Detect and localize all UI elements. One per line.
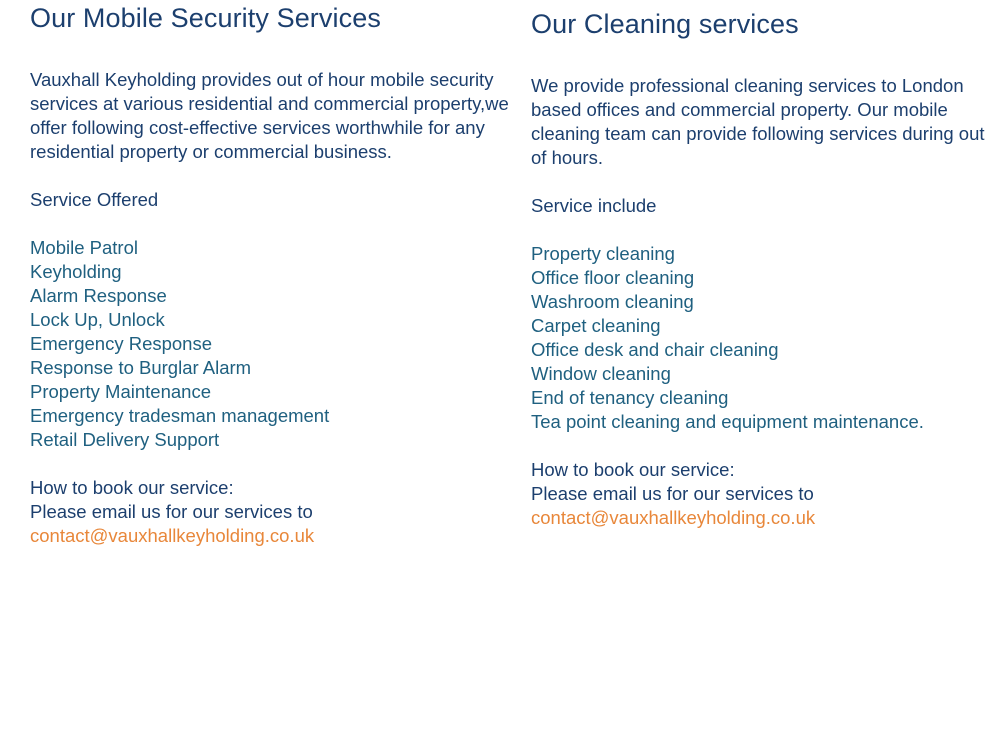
list-item: Washroom cleaning xyxy=(531,291,694,313)
list-item: Tea point cleaning and equipment maintenance. xyxy=(531,411,924,433)
cleaning-intro-paragraph: We provide professional cleaning services to London based offices and commercial property. Our mobile cleaning team can provide following services during out of hours. xyxy=(531,75,985,169)
list-item: Office floor cleaning xyxy=(531,267,695,289)
list-item: Mobile Patrol xyxy=(30,237,138,259)
list-item: Emergency Response xyxy=(30,333,213,355)
list-item: Emergency tradesman management xyxy=(30,405,330,427)
list-item: Window cleaning xyxy=(531,363,671,385)
cleaning-booking-block xyxy=(531,458,991,530)
page-title-cleaning: Our Cleaning services xyxy=(531,9,799,39)
list-item: Response to Burglar Alarm xyxy=(30,357,252,379)
security-contact-email-link[interactable]: contact@vauxhallkeyholding.co.uk xyxy=(30,525,315,547)
security-intro-paragraph: Vauxhall Keyholding provides out of hour mobile security services at various residential and commercial property,we offer following cost-effective services worthwhile for any residential property or commercial business. xyxy=(30,69,509,163)
security-booking-block xyxy=(30,476,520,548)
list-item: End of tenancy cleaning xyxy=(531,387,729,409)
cleaning-subheading: Service include xyxy=(531,195,657,217)
security-services-list xyxy=(30,236,520,452)
cleaning-services-column xyxy=(531,0,991,530)
page-title-security: Our Mobile Security Services xyxy=(30,3,381,33)
list-item: Office desk and chair cleaning xyxy=(531,339,779,361)
list-item: Property cleaning xyxy=(531,243,675,265)
list-item: Retail Delivery Support xyxy=(30,429,220,451)
security-booking-heading: How to book our service: xyxy=(30,477,234,499)
security-services-column xyxy=(30,0,520,548)
list-item: Carpet cleaning xyxy=(531,315,661,337)
list-item: Lock Up, Unlock xyxy=(30,309,165,331)
list-item: Alarm Response xyxy=(30,285,167,307)
cleaning-booking-text: Please email us for our services to xyxy=(531,483,814,505)
list-item: Property Maintenance xyxy=(30,381,211,403)
cleaning-services-list xyxy=(531,242,991,434)
cleaning-contact-email-link[interactable]: contact@vauxhallkeyholding.co.uk xyxy=(531,507,816,529)
list-item: Keyholding xyxy=(30,261,122,283)
security-booking-text: Please email us for our services to xyxy=(30,501,313,523)
security-subheading: Service Offered xyxy=(30,189,159,211)
cleaning-booking-heading: How to book our service: xyxy=(531,459,735,481)
